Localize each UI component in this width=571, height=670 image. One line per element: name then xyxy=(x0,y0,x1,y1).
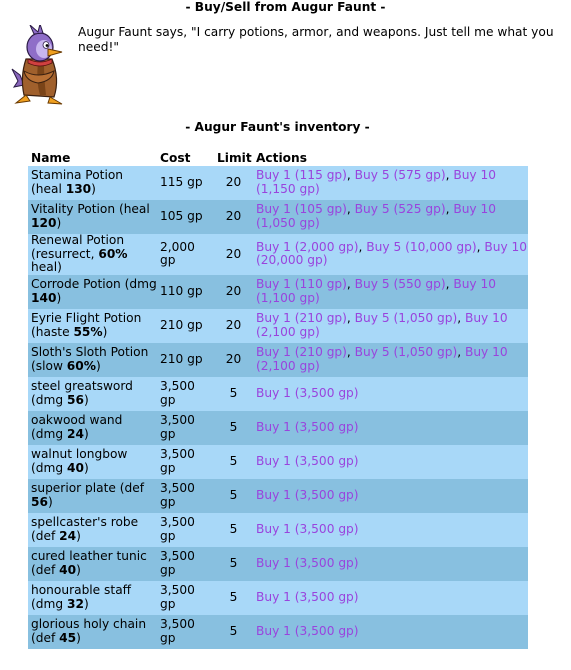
item-limit: 5 xyxy=(214,411,253,445)
item-limit: 5 xyxy=(214,377,253,411)
buy-link[interactable]: Buy 1 (3,500 gp) xyxy=(256,419,359,434)
item-name: spellcaster's robe xyxy=(31,515,139,530)
item-actions xyxy=(253,581,528,615)
item-name-cell xyxy=(28,513,157,547)
item-stat-value: 56 xyxy=(31,494,48,509)
item-name: honourable staff xyxy=(31,583,132,598)
item-name-cell xyxy=(28,275,157,309)
action-separator: , xyxy=(445,202,454,217)
item-stat-suffix: ) xyxy=(56,216,62,230)
item-cost: 3,500 gp xyxy=(157,581,214,615)
action-separator: , xyxy=(445,277,454,292)
buy-link[interactable]: Buy 10 (1,100 gp) xyxy=(256,277,497,305)
item-stat-value: 120 xyxy=(31,216,57,230)
action-separator: , xyxy=(358,239,367,254)
item-actions xyxy=(253,275,528,309)
item-cost: 3,500 gp xyxy=(157,547,214,581)
action-separator: , xyxy=(346,311,355,326)
item-stat-prefix: (heal xyxy=(118,202,150,217)
item-stat xyxy=(31,631,81,645)
item-limit: 20 xyxy=(214,275,253,309)
buy-link[interactable]: Buy 1 (3,500 gp) xyxy=(256,555,359,570)
buy-link[interactable]: Buy 1 (210 gp) xyxy=(256,311,347,326)
item-stat-prefix: (def xyxy=(31,630,60,645)
item-stat xyxy=(31,247,128,275)
buy-link[interactable]: Buy 5 (550 gp) xyxy=(354,277,446,292)
item-stat xyxy=(31,597,89,611)
item-stat xyxy=(31,182,96,196)
item-actions xyxy=(253,200,528,234)
item-stat xyxy=(31,461,89,475)
item-cost: 3,500 gp xyxy=(157,377,214,411)
item-stat-suffix: ) xyxy=(76,528,81,543)
item-actions xyxy=(253,166,528,200)
buy-link[interactable]: Buy 1 (3,500 gp) xyxy=(256,589,359,604)
action-separator: , xyxy=(476,239,485,254)
table-row xyxy=(28,411,528,445)
item-stat xyxy=(31,529,81,543)
item-stat-suffix: heal) xyxy=(31,260,62,275)
item-stat-suffix: ) xyxy=(76,630,81,645)
item-stat-prefix: (dmg xyxy=(31,460,67,475)
item-name: superior plate xyxy=(31,481,116,496)
buy-link[interactable]: Buy 1 (3,500 gp) xyxy=(256,623,359,638)
action-separator: , xyxy=(346,277,355,292)
item-stat-value: 60% xyxy=(66,358,96,373)
table-row xyxy=(28,581,528,615)
column-header-name: Name xyxy=(28,149,157,166)
item-stat-prefix: (haste xyxy=(31,324,74,339)
item-stat xyxy=(31,427,89,441)
item-limit: 20 xyxy=(214,309,253,343)
column-header-limit: Limit xyxy=(214,149,253,166)
item-stat-value: 56 xyxy=(66,392,84,407)
item-stat-suffix: ) xyxy=(102,324,108,339)
item-name-cell xyxy=(28,479,157,513)
table-row xyxy=(28,547,528,581)
item-stat-value: 130 xyxy=(65,182,92,196)
buy-link[interactable]: Buy 5 (525 gp) xyxy=(354,202,446,217)
item-stat xyxy=(31,325,107,339)
item-cost: 2,000 gp xyxy=(157,234,214,275)
item-stat-prefix: (resurrect, xyxy=(31,246,99,261)
item-stat-value: 24 xyxy=(66,426,84,441)
item-stat-suffix: ) xyxy=(47,494,53,509)
item-name: walnut longbow xyxy=(31,447,128,462)
item-stat xyxy=(31,393,89,407)
item-stat-prefix: (heal xyxy=(31,182,66,196)
inventory-rows xyxy=(28,166,528,649)
item-cost: 210 gp xyxy=(157,343,214,377)
item-cost: 210 gp xyxy=(157,309,214,343)
inventory-title: - Augur Faunt's inventory - xyxy=(185,120,370,134)
item-stat-prefix: (dmg xyxy=(31,426,67,441)
item-name: Corrode Potion xyxy=(31,277,121,292)
table-row xyxy=(28,309,528,343)
item-cost: 3,500 gp xyxy=(157,445,214,479)
item-stat-value: 60% xyxy=(98,246,128,261)
item-actions xyxy=(253,377,528,411)
buy-link[interactable]: Buy 5 (10,000 gp) xyxy=(366,239,477,254)
item-stat-suffix: ) xyxy=(95,358,101,373)
item-name-cell xyxy=(28,200,157,234)
item-cost: 3,500 gp xyxy=(157,615,214,649)
item-name-cell xyxy=(28,234,157,275)
item-cost: 115 gp xyxy=(157,166,214,200)
table-row xyxy=(28,513,528,547)
item-stat-suffix: ) xyxy=(76,562,81,577)
inventory-table xyxy=(28,149,528,649)
buy-link[interactable]: Buy 5 (1,050 gp) xyxy=(354,345,458,360)
buy-link[interactable]: Buy 1 (3,500 gp) xyxy=(256,487,359,502)
item-stat-suffix: ) xyxy=(83,596,89,611)
buy-link[interactable]: Buy 1 (3,500 gp) xyxy=(256,521,359,536)
item-actions xyxy=(253,309,528,343)
buy-link[interactable]: Buy 5 (575 gp) xyxy=(354,168,446,183)
buy-link[interactable]: Buy 10 (1,050 gp) xyxy=(256,202,497,230)
item-stat-value: 32 xyxy=(66,596,84,611)
merchant-avatar xyxy=(10,25,74,107)
table-row xyxy=(28,275,528,309)
item-stat-prefix: (def xyxy=(31,562,60,577)
item-limit: 5 xyxy=(214,513,253,547)
item-stat-suffix: ) xyxy=(56,290,62,305)
buy-link[interactable]: Buy 1 (3,500 gp) xyxy=(256,453,359,468)
item-stat-prefix: (dmg xyxy=(31,392,67,407)
action-separator: , xyxy=(346,202,355,217)
item-actions xyxy=(253,411,528,445)
item-name: Stamina Potion xyxy=(31,168,124,183)
item-stat-prefix: (slow xyxy=(31,358,67,373)
item-cost: 3,500 gp xyxy=(157,411,214,445)
item-actions xyxy=(253,343,528,377)
item-stat xyxy=(31,359,101,373)
item-stat-value: 55% xyxy=(73,324,103,339)
item-name-cell xyxy=(28,377,157,411)
item-name-cell xyxy=(28,309,157,343)
item-cost: 105 gp xyxy=(157,200,214,234)
item-limit: 5 xyxy=(214,547,253,581)
buy-link[interactable]: Buy 1 (115 gp) xyxy=(256,168,347,183)
item-cost: 3,500 gp xyxy=(157,513,214,547)
item-stat-value: 24 xyxy=(59,528,77,543)
item-stat-value: 45 xyxy=(59,630,77,645)
item-name-cell xyxy=(28,547,157,581)
table-row xyxy=(28,445,528,479)
item-limit: 20 xyxy=(214,166,253,200)
buy-link[interactable]: Buy 5 (1,050 gp) xyxy=(354,311,458,326)
item-stat-suffix: ) xyxy=(83,426,89,441)
item-name-cell xyxy=(28,166,157,200)
item-actions xyxy=(253,479,528,513)
column-header-cost: Cost xyxy=(157,149,214,166)
item-stat xyxy=(31,563,81,577)
item-cost: 110 gp xyxy=(157,275,214,309)
item-actions xyxy=(253,547,528,581)
item-stat-value: 40 xyxy=(59,562,77,577)
item-stat-suffix: ) xyxy=(91,182,96,196)
item-name-cell xyxy=(28,343,157,377)
item-stat-prefix: (def xyxy=(119,481,145,496)
item-stat-value: 40 xyxy=(66,460,84,475)
item-actions xyxy=(253,445,528,479)
bird-merchant-icon xyxy=(10,25,74,107)
action-separator: , xyxy=(457,345,465,360)
buy-link[interactable]: Buy 1 (3,500 gp) xyxy=(256,385,359,400)
item-name: Eyrie Flight Potion xyxy=(31,311,142,326)
column-header-actions: Actions xyxy=(253,149,528,166)
item-limit: 5 xyxy=(214,615,253,649)
item-name: Vitality Potion xyxy=(31,202,116,217)
table-row xyxy=(28,343,528,377)
item-name: glorious holy chain xyxy=(31,617,147,632)
table-header-row xyxy=(28,149,528,166)
item-limit: 20 xyxy=(214,200,253,234)
buy-link[interactable]: Buy 1 (110 gp) xyxy=(256,277,347,292)
action-separator: , xyxy=(346,345,355,360)
buy-link[interactable]: Buy 10 (2,100 gp) xyxy=(256,345,508,373)
item-name-cell xyxy=(28,615,157,649)
buy-link[interactable]: Buy 10 (2,100 gp) xyxy=(256,311,508,339)
table-row xyxy=(28,234,528,275)
item-name: Renewal Potion xyxy=(31,234,125,247)
item-limit: 20 xyxy=(214,343,253,377)
item-name: steel greatsword xyxy=(31,379,133,394)
item-stat-suffix: ) xyxy=(83,392,89,407)
table-row xyxy=(28,200,528,234)
item-name-cell xyxy=(28,411,157,445)
table-row xyxy=(28,377,528,411)
item-cost: 3,500 gp xyxy=(157,479,214,513)
item-stat-suffix: ) xyxy=(83,460,89,475)
item-name-cell xyxy=(28,445,157,479)
buy-link[interactable]: Buy 10 (1,150 gp) xyxy=(256,168,497,196)
item-actions xyxy=(253,234,528,275)
item-stat-prefix: (def xyxy=(31,528,60,543)
table-row xyxy=(28,479,528,513)
item-name: Sloth's Sloth Potion xyxy=(31,345,149,360)
table-row xyxy=(28,166,528,200)
action-separator: , xyxy=(346,168,355,183)
item-name: cured leather tunic xyxy=(31,549,147,564)
item-stat-value: 140 xyxy=(31,290,57,305)
item-limit: 5 xyxy=(214,445,253,479)
item-actions xyxy=(253,513,528,547)
item-limit: 5 xyxy=(214,581,253,615)
item-actions xyxy=(253,615,528,649)
action-separator: , xyxy=(445,168,454,183)
merchant-greeting: Augur Faunt says, "I carry potions, armor, and weapons. Just tell me what you need!" xyxy=(78,25,554,54)
buy-link[interactable]: Buy 1 (210 gp) xyxy=(256,345,347,360)
item-limit: 5 xyxy=(214,479,253,513)
item-stat-prefix: (dmg xyxy=(31,596,67,611)
item-limit: 20 xyxy=(214,234,253,275)
item-stat-prefix: (dmg xyxy=(124,277,157,292)
table-row xyxy=(28,615,528,649)
action-separator: , xyxy=(457,311,465,326)
item-name: oakwood wand xyxy=(31,413,123,428)
page-title: - Buy/Sell from Augur Faunt - xyxy=(185,0,386,14)
buy-link[interactable]: Buy 1 (105 gp) xyxy=(256,202,347,217)
buy-link[interactable]: Buy 10 (20,000 gp) xyxy=(256,239,528,268)
buy-link[interactable]: Buy 1 (2,000 gp) xyxy=(256,239,359,254)
item-name-cell xyxy=(28,581,157,615)
